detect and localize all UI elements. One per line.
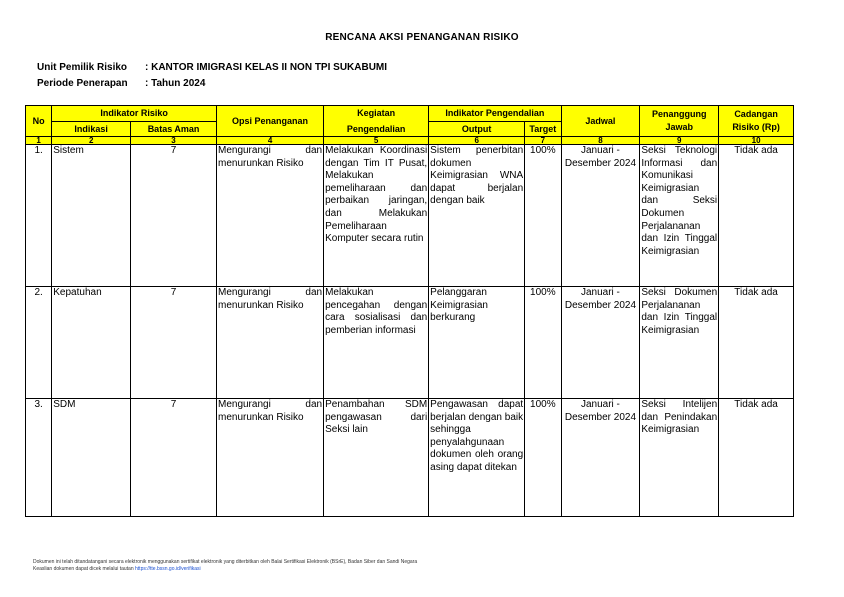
row-batas-aman: 7 — [131, 145, 217, 287]
period-label: Periode Penerapan — [37, 78, 128, 89]
header-jadwal: Jadwal — [561, 106, 640, 137]
row-opsi: Mengurangi dan menurunkan Risiko — [216, 399, 323, 517]
header-batas-aman: Batas Aman — [131, 122, 217, 137]
header-indikator-risiko: Indikator Risiko — [52, 106, 217, 122]
row-target: 100% — [525, 145, 561, 287]
column-number: 8 — [561, 137, 640, 145]
column-number: 7 — [525, 137, 561, 145]
column-number: 6 — [429, 137, 525, 145]
column-number: 4 — [216, 137, 323, 145]
column-number: 5 — [324, 137, 429, 145]
footer-signature-note: Dokumen ini telah ditandatangani secara elektronik menggunakan sertifikat elektronik yang diterbitkan oleh Balai Sertifikasi Elektronik (BSrE), Badan Siber dan Sandi Negara — [33, 559, 418, 565]
column-number: 1 — [26, 137, 52, 145]
row-output: Sistem penerbitan dokumen Keimigrasian WNA dapat berjalan dengan baik — [429, 145, 525, 287]
column-number: 10 — [719, 137, 794, 145]
row-no: 2. — [26, 287, 52, 399]
header-pj-line2: Jawab — [665, 122, 693, 132]
row-pj: Seksi Dokumen Perjalananan dan Izin Tinggal Keimigrasian — [640, 287, 719, 399]
period-line — [37, 78, 205, 89]
header-target: Target — [525, 122, 561, 137]
header-opsi: Opsi Penanganan — [216, 106, 323, 137]
column-number: 2 — [52, 137, 131, 145]
period-value: : Tahun 2024 — [145, 78, 206, 89]
row-jadwal: Januari - Desember 2024 — [561, 287, 640, 399]
header-cadangan — [719, 106, 794, 137]
row-no: 1. — [26, 145, 52, 287]
row-kegiatan: Penambahan SDM pengawasan dari Seksi lain — [324, 399, 429, 517]
row-opsi: Mengurangi dan menurunkan Risiko — [216, 287, 323, 399]
row-kegiatan: Melakukan Koordinasi dengan Tim IT Pusat, Melakukan pemeliharaan dan perbaikan jaringan, dan Melakukan Pemeliharaan Komputer secara rutin — [324, 145, 429, 287]
header-indikator-pengendalian: Indikator Pengendalian — [429, 106, 561, 122]
row-output: Pelanggaran Keimigrasian berkurang — [429, 287, 525, 399]
footer-verification-text: Keaslian dokumen dapat dicek melalui tautan — [33, 566, 134, 572]
row-cadangan: Tidak ada — [719, 145, 794, 287]
row-jadwal: Januari - Desember 2024 — [561, 399, 640, 517]
row-target: 100% — [525, 399, 561, 517]
row-output: Pengawasan dapat berjalan dengan baik sehingga penyalahgunaan dokumen oleh orang asing dapat ditekan — [429, 399, 525, 517]
unit-label: Unit Pemilik Risiko — [37, 62, 128, 73]
header-output: Output — [429, 122, 525, 137]
row-batas-aman: 7 — [131, 287, 217, 399]
row-cadangan: Tidak ada — [719, 399, 794, 517]
row-pj: Seksi Intelijen dan Penindakan Keimigrasian — [640, 399, 719, 517]
header-cadangan-line1: Cadangan — [734, 109, 778, 120]
row-indikasi: SDM — [52, 399, 131, 517]
row-indikasi: Sistem — [52, 145, 131, 287]
header-kegiatan-line1: Kegiatan — [357, 107, 396, 118]
header-pj — [640, 106, 719, 137]
unit-line — [37, 62, 387, 73]
header-no: No — [26, 106, 52, 137]
table-row — [26, 287, 794, 399]
row-opsi: Mengurangi dan menurunkan Risiko — [216, 145, 323, 287]
table-row — [26, 399, 794, 517]
row-batas-aman: 7 — [131, 399, 217, 517]
row-pj: Seksi Teknologi Informasi dan Komunikasi Keimigrasian dan Seksi Dokumen Perjalananan dan Izin Tinggal Keimigrasian — [640, 145, 719, 287]
risk-action-table — [25, 105, 794, 517]
header-pj-line1: Penanggung — [652, 109, 707, 120]
row-indikasi: Kepatuhan — [52, 287, 131, 399]
footer-verification-note — [33, 566, 201, 573]
header-indikasi: Indikasi — [52, 122, 131, 137]
table-row — [26, 145, 794, 287]
footer-verification-link[interactable]: https://tte.bssn.go.id/verifikasi — [135, 566, 201, 572]
row-cadangan: Tidak ada — [719, 287, 794, 399]
row-target: 100% — [525, 287, 561, 399]
row-kegiatan: Melakukan pencegahan dengan cara sosialisasi dan pemberian informasi — [324, 287, 429, 399]
column-number: 9 — [640, 137, 719, 145]
header-cadangan-line2: Risiko (Rp) — [732, 122, 780, 132]
page-title: RENCANA AKSI PENANGANAN RISIKO — [325, 32, 519, 43]
header-kegiatan-line2: Pengendalian — [346, 123, 406, 134]
header-kegiatan — [324, 106, 429, 137]
row-jadwal: Januari - Desember 2024 — [561, 145, 640, 287]
column-number: 3 — [131, 137, 217, 145]
unit-value: : KANTOR IMIGRASI KELAS II NON TPI SUKABUMI — [145, 62, 388, 73]
row-no: 3. — [26, 399, 52, 517]
